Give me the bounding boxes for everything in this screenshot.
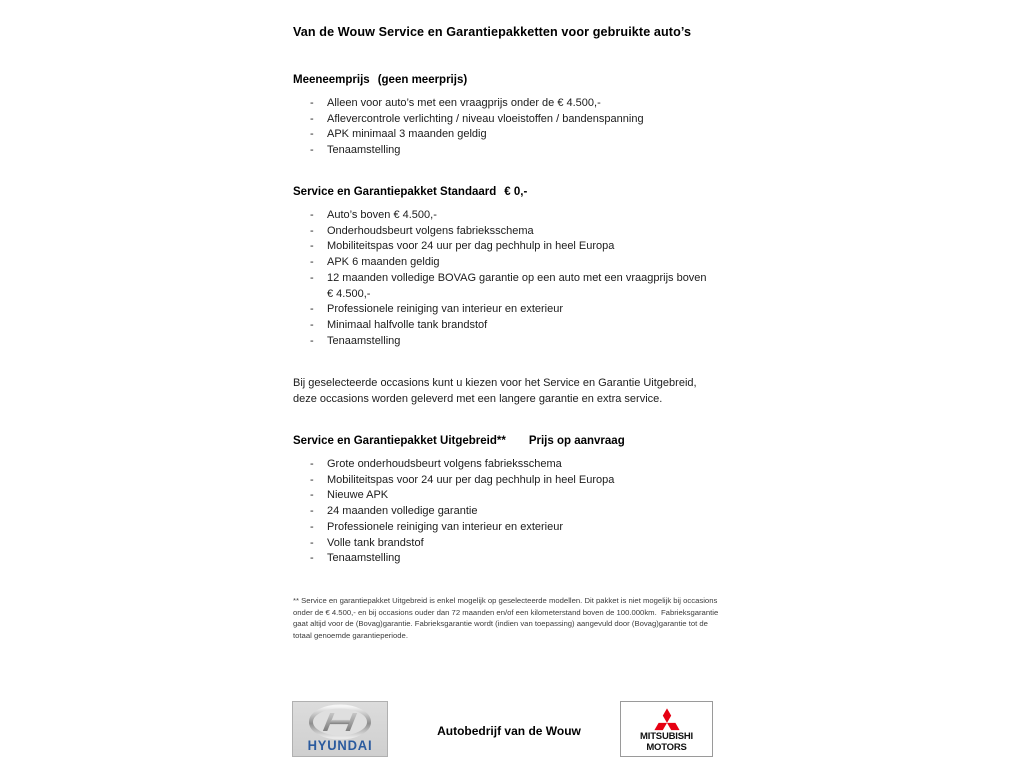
list-item [293, 318, 713, 334]
list-item-text: 24 maanden volledige garantie [327, 505, 478, 518]
dash-bullet: - [310, 473, 314, 486]
list-item [293, 520, 713, 536]
list-item [293, 551, 713, 567]
section-heading-text: Service en Garantiepakket Uitgebreid** [293, 435, 506, 447]
dash-bullet: - [310, 112, 314, 125]
dash-bullet: - [310, 144, 314, 157]
standaard-list [293, 208, 713, 349]
list-item-text: Mobiliteitspas voor 24 uur per dag pechhulp in heel Europa [327, 473, 615, 486]
dash-bullet: - [310, 505, 314, 518]
dash-bullet: - [310, 458, 314, 470]
list-item-text: Tenaamstelling [327, 144, 401, 157]
list-item [293, 457, 713, 473]
list-item [293, 143, 713, 159]
section-heading-text: Service en Garantiepakket Standaard [293, 186, 497, 198]
dash-bullet: - [310, 536, 314, 549]
list-item [293, 112, 713, 128]
dash-bullet: - [310, 552, 314, 565]
list-item [293, 239, 713, 255]
section-price: Prijs op aanvraag [528, 435, 625, 447]
section-price-note: (geen meerprijs) [377, 74, 468, 86]
dash-bullet: - [310, 128, 314, 141]
list-item [293, 334, 713, 350]
list-item-text: Volle tank brandstof [327, 536, 424, 549]
section-price: € 0,- [504, 186, 528, 198]
hyundai-wordmark: HYUNDAI [307, 737, 373, 754]
list-item-text: APK 6 maanden geldig [327, 256, 440, 269]
list-item-text: Auto’s boven € 4.500,- [327, 209, 437, 221]
list-item [293, 224, 713, 240]
uitgebreid-intro-paragraph: Bij geselecteerde occasions kunt u kiezen voor het Service en Garantie Uitgebreid, deze occasions worden geleverd met een langere garantie en extra service. [293, 377, 697, 405]
dash-bullet: - [310, 303, 314, 316]
list-item [293, 255, 713, 271]
dash-bullet: - [310, 489, 314, 502]
dash-bullet: - [310, 97, 314, 109]
list-item-text: Professionele reiniging van interieur en exterieur [327, 520, 564, 533]
list-item [293, 96, 713, 112]
list-item-text: Professionele reiniging van interieur en exterieur [327, 303, 564, 316]
mitsubishi-emblem-icon [651, 706, 683, 732]
dash-bullet: - [310, 209, 314, 221]
list-item-text: Grote onderhoudsbeurt volgens fabrieksschema [327, 458, 562, 470]
dash-bullet: - [310, 318, 314, 331]
dash-bullet: - [310, 271, 314, 284]
dash-bullet: - [310, 256, 314, 269]
uitgebreid-list [293, 457, 713, 567]
mitsubishi-wordmark-line2: MOTORS [646, 741, 687, 753]
list-item [293, 536, 713, 552]
section-heading-meeneemprijs [293, 74, 467, 86]
list-item [293, 127, 713, 143]
mitsubishi-wordmark-line1: MITSUBISHI [640, 731, 693, 742]
section-heading-uitgebreid [293, 435, 625, 447]
mitsubishi-logo [620, 701, 713, 757]
list-item [293, 473, 713, 489]
dash-bullet: - [310, 520, 314, 533]
list-item-text: Alleen voor auto’s met een vraagprijs onder de € 4.500,- [327, 97, 601, 109]
list-item-text: 12 maanden volledige BOVAG garantie op een auto met een vraagprijs boven € 4.500,- [327, 271, 707, 300]
list-item-text: Aflevercontrole verlichting / niveau vloeistoffen / bandenspanning [327, 112, 644, 125]
document-title: Van de Wouw Service en Garantiepakketten voor gebruikte auto’s [293, 25, 692, 39]
dash-bullet: - [310, 334, 314, 347]
list-item-text: Minimaal halfvolle tank brandstof [327, 318, 488, 331]
list-item-text: Tenaamstelling [327, 334, 401, 347]
document-content [293, 0, 725, 768]
footnote-text: ** Service en garantiepakket Uitgebreid is enkel mogelijk op geselecteerde modellen. Dit pakket is niet mogelijk bij occasions onder de € 4.500,- en bij occasions ouder dan 72 maanden en/of een kilometerstand boven de 100.000km. Fabrieksgarantie gaat altijd voor de (Bovag)garantie. Fabrieksgarantie wordt (indien van toepassing) aangevuld door (Bovag)garantie tot de totaal genoemde garantieperiode. [293, 596, 721, 640]
section-heading-text: Meeneemprijs [293, 74, 370, 86]
list-item [293, 302, 713, 318]
list-item [293, 488, 713, 504]
list-item-text: Onderhoudsbeurt volgens fabrieksschema [327, 224, 534, 237]
dash-bullet: - [310, 240, 314, 253]
dash-bullet: - [310, 224, 314, 237]
section-heading-standaard [293, 186, 527, 198]
meeneemprijs-list [293, 96, 713, 159]
mitsubishi-wordmark [640, 732, 693, 753]
list-item [293, 504, 713, 520]
list-item-text: Tenaamstelling [327, 552, 401, 565]
list-item-text: Mobiliteitspas voor 24 uur per dag pechhulp in heel Europa [327, 240, 615, 253]
list-item [293, 208, 713, 224]
list-item-text: Nieuwe APK [327, 489, 389, 502]
list-item-text: APK minimaal 3 maanden geldig [327, 128, 487, 141]
dealer-name: Autobedrijf van de Wouw [437, 724, 581, 738]
list-item [293, 271, 713, 302]
